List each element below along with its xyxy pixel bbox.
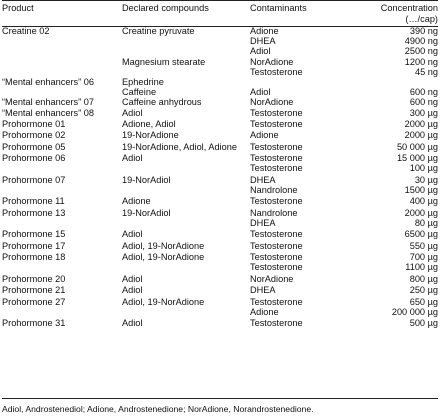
cell-product	[2, 185, 122, 195]
cell-product: Prohormone 27	[2, 296, 66, 307]
table-row	[2, 152, 438, 163]
cell-declared-compounds: Adiol, 19-NorAdione	[122, 240, 205, 251]
cell-concentration: 500 µg	[409, 318, 438, 329]
cell-concentration: 6500 µg	[404, 229, 438, 240]
cell-product: “Mental enhancers” 08	[2, 107, 94, 118]
bottom-rule	[2, 398, 438, 399]
cell-declared-compounds	[122, 163, 250, 173]
table-row	[2, 284, 438, 295]
cell-product	[2, 218, 122, 228]
table-row	[2, 163, 438, 173]
cell-concentration: 80 µg	[414, 217, 438, 228]
cell-product	[2, 46, 122, 56]
table-row	[2, 36, 438, 46]
cell-declared-compounds: Adiol	[122, 318, 143, 329]
header-rule	[2, 26, 438, 27]
cell-product: Prohormone 01	[2, 119, 66, 130]
cell-declared-compounds: Adiol	[122, 229, 143, 240]
cell-product	[2, 87, 122, 97]
header-declared-compounds: Declared compounds	[122, 3, 209, 13]
cell-declared-compounds	[122, 67, 250, 77]
table-container	[2, 0, 438, 328]
cell-product	[2, 57, 122, 67]
table-row	[2, 240, 438, 251]
cell-contaminant: Testosterone	[250, 318, 303, 329]
cell-declared-compounds	[122, 185, 250, 195]
footnote: Adiol, Androstenediol; Adione, Androstenedione; NorAdione, Norandrostenedione.	[2, 404, 314, 414]
cell-declared-compounds	[122, 46, 250, 56]
cell-contaminant: Testosterone	[250, 163, 303, 174]
cell-product	[2, 163, 122, 173]
table-row	[2, 185, 438, 195]
cell-contaminant: Adiol	[250, 46, 271, 57]
cell-product: Prohormone 13	[2, 207, 66, 218]
cell-contaminant: Testosterone	[250, 296, 303, 307]
table-row	[2, 141, 438, 152]
table-row	[2, 262, 438, 272]
cell-declared-compounds: Adione, Adiol	[122, 119, 176, 130]
cell-contaminant: DHEA	[250, 174, 276, 185]
cell-declared-compounds: Adiol	[122, 273, 143, 284]
table-row	[2, 57, 438, 67]
cell-declared-compounds: 19-NorAdione	[122, 130, 179, 141]
cell-declared-compounds: Adiol, 19-NorAdione	[122, 296, 205, 307]
cell-declared-compounds: Caffeine	[122, 87, 157, 98]
cell-product	[2, 36, 122, 46]
cell-declared-compounds: Adione	[122, 196, 151, 207]
cell-declared-compounds: Ephedrine	[122, 77, 164, 88]
cell-contaminant: Adione	[250, 306, 279, 317]
cell-contaminant: Testosterone	[250, 196, 303, 207]
cell-concentration: 15 000 µg	[396, 153, 438, 164]
cell-declared-compounds	[122, 307, 250, 317]
cell-product: Creatine 02	[2, 26, 50, 36]
cell-concentration: 650 µg	[409, 296, 438, 307]
cell-concentration: 600 ng	[409, 87, 438, 98]
cell-concentration: 300 µg	[409, 107, 438, 118]
contaminants-table	[2, 1, 438, 328]
cell-contaminant: Nandrolone	[250, 184, 298, 195]
cell-contaminant: Testosterone	[250, 141, 303, 152]
cell-product: “Mental enhancers” 06	[2, 77, 94, 88]
cell-product	[2, 262, 122, 272]
cell-product: Prohormone 18	[2, 252, 66, 263]
header-row	[2, 1, 438, 26]
cell-declared-compounds: Adiol	[122, 153, 143, 164]
table-row	[2, 108, 438, 118]
cell-product: Prohormone 05	[2, 141, 66, 152]
cell-concentration: 800 µg	[409, 273, 438, 284]
cell-concentration	[344, 77, 438, 87]
cell-declared-compounds	[122, 36, 250, 46]
cell-contaminant: NorAdione	[250, 273, 294, 284]
cell-concentration: 1100 µg	[405, 262, 438, 273]
cell-concentration: 390 ng	[409, 26, 438, 36]
header-contaminants: Contaminants	[250, 3, 307, 13]
cell-concentration: 550 µg	[409, 240, 438, 251]
table-body	[2, 26, 438, 328]
cell-product: “Mental enhancers” 07	[2, 97, 94, 108]
cell-product: Prohormone 06	[2, 153, 66, 164]
cell-contaminant: Adione	[250, 26, 279, 36]
cell-contaminant: DHEA	[250, 36, 276, 47]
cell-declared-compounds: Caffeine anhydrous	[122, 97, 202, 108]
table-row	[2, 218, 438, 228]
cell-declared-compounds	[122, 218, 250, 228]
cell-product	[2, 307, 122, 317]
cell-concentration: 250 µg	[409, 285, 438, 296]
header-concentration-unit: (…/cap)	[405, 13, 438, 24]
cell-product: Prohormone 20	[2, 273, 66, 284]
table-row	[2, 295, 438, 306]
cell-contaminant: DHEA	[250, 217, 276, 228]
cell-contaminant: NorAdione	[250, 97, 294, 108]
cell-contaminant: Testosterone	[250, 229, 303, 240]
cell-contaminant: Nandrolone	[250, 207, 298, 218]
cell-concentration: 700 µg	[409, 252, 438, 263]
cell-contaminant: Testosterone	[250, 66, 303, 77]
cell-concentration: 200 000 µg	[391, 306, 438, 317]
header-concentration-label: Concentration	[380, 3, 438, 13]
table-row	[2, 195, 438, 206]
cell-concentration: 2000 µg	[404, 119, 438, 130]
cell-product: Prohormone 07	[2, 174, 66, 185]
cell-declared-compounds: Magnesium stearate	[122, 56, 206, 67]
table-row	[2, 129, 438, 140]
header-concentration	[344, 1, 438, 26]
cell-product: Prohormone 02	[2, 130, 66, 141]
cell-contaminant: Testosterone	[250, 252, 303, 263]
table-row	[2, 317, 438, 328]
cell-concentration: 600 ng	[409, 97, 438, 108]
cell-declared-compounds	[122, 262, 250, 272]
table-row	[2, 26, 438, 36]
cell-declared-compounds: Adiol	[122, 285, 143, 296]
cell-contaminant: Testosterone	[250, 119, 303, 130]
cell-product: Prohormone 17	[2, 240, 66, 251]
cell-declared-compounds: 19-NorAdiol	[122, 207, 171, 218]
cell-declared-compounds: 19-NorAdione, Adiol, Adione	[122, 141, 237, 152]
cell-declared-compounds: Creatine pyruvate	[122, 26, 195, 36]
cell-contaminant	[250, 77, 344, 87]
cell-product: Prohormone 11	[2, 196, 65, 207]
cell-declared-compounds: 19-NorAdiol	[122, 174, 171, 185]
cell-concentration: 4900 ng	[404, 36, 438, 47]
table-row	[2, 273, 438, 284]
cell-contaminant: DHEA	[250, 285, 276, 296]
cell-concentration: 2000 µg	[404, 207, 438, 218]
cell-concentration: 2000 µg	[404, 130, 438, 141]
cell-declared-compounds: Adiol	[122, 107, 143, 118]
cell-concentration: 100 µg	[409, 163, 438, 174]
cell-product	[2, 67, 122, 77]
cell-concentration: 1500 µg	[404, 184, 438, 195]
table-row	[2, 77, 438, 87]
table-row	[2, 67, 438, 77]
cell-product: Prohormone 15	[2, 229, 66, 240]
table-row	[2, 174, 438, 185]
table-row	[2, 46, 438, 56]
cell-declared-compounds: Adiol, 19-NorAdione	[122, 252, 205, 263]
cell-product: Prohormone 31	[2, 318, 66, 329]
cell-contaminant: Testosterone	[250, 153, 303, 164]
cell-contaminant: Adione	[250, 130, 279, 141]
cell-contaminant: Testosterone	[250, 262, 303, 273]
table-row	[2, 207, 438, 218]
table-row	[2, 307, 438, 317]
table-row	[2, 228, 438, 239]
cell-contaminant: NorAdione	[250, 56, 294, 67]
table-row	[2, 251, 438, 262]
table-row	[2, 118, 438, 129]
table-row	[2, 87, 438, 97]
cell-concentration: 400 µg	[409, 196, 438, 207]
cell-contaminant: Testosterone	[250, 107, 303, 118]
cell-concentration: 2500 ng	[404, 46, 438, 57]
cell-contaminant: Testosterone	[250, 240, 303, 251]
cell-concentration: 1200 ng	[404, 56, 438, 67]
header-product: Product	[2, 3, 34, 13]
cell-concentration: 45 ng	[415, 66, 438, 77]
cell-product: Prohormone 21	[2, 285, 66, 296]
cell-contaminant: Adiol	[250, 87, 271, 98]
cell-concentration: 50 000 µg	[396, 141, 438, 152]
table-row	[2, 97, 438, 107]
cell-concentration: 30 µg	[414, 174, 438, 185]
